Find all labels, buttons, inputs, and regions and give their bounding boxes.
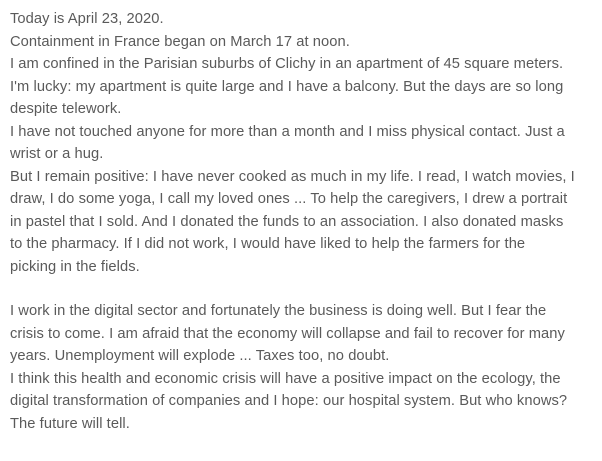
paragraph: [10, 300, 590, 435]
text-line: crisis to come. I am afraid that the economy will collapse and fail to recover for many: [10, 325, 565, 342]
paragraph: [10, 8, 590, 278]
text-line: I work in the digital sector and fortunately the business is doing well. But I fear the: [10, 303, 547, 319]
text-line: I am confined in the Parisian suburbs of Clichy in an apartment of 45 square meters.: [10, 56, 564, 72]
testimony-text: [10, 8, 590, 435]
text-line: Today is April 23, 2020.: [10, 11, 164, 27]
text-line: in pastel that I sold. And I donated the funds to an association. I also donated masks: [10, 213, 564, 230]
text-line: I have not touched anyone for more than a month and I miss physical contact. Just a: [10, 123, 565, 140]
text-line: despite telework.: [10, 101, 122, 117]
text-line: The future will tell.: [10, 415, 130, 432]
text-line: years. Unemployment will explode ... Taxes too, no doubt.: [10, 348, 390, 364]
text-line: wrist or a hug.: [10, 146, 104, 162]
text-line: I'm lucky: my apartment is quite large and I have a balcony. But the days are so long: [10, 78, 564, 95]
paragraph-spacer: [10, 278, 590, 300]
text-line: to the pharmacy. If I did not work, I would have liked to help the farmers for the: [10, 236, 526, 252]
text-line: I think this health and economic crisis will have a positive impact on the ecology, the: [10, 370, 561, 387]
text-line: digital transformation of companies and I hope: our hospital system. But who knows?: [10, 393, 568, 409]
text-line: draw, I do some yoga, I call my loved ones ... To help the caregivers, I drew a portrait: [10, 191, 568, 207]
text-line: Containment in France began on March 17 at noon.: [10, 33, 350, 50]
text-line: But I remain positive: I have never cooked as much in my life. I read, I watch movies, I: [10, 168, 575, 185]
text-line: picking in the fields.: [10, 258, 140, 275]
